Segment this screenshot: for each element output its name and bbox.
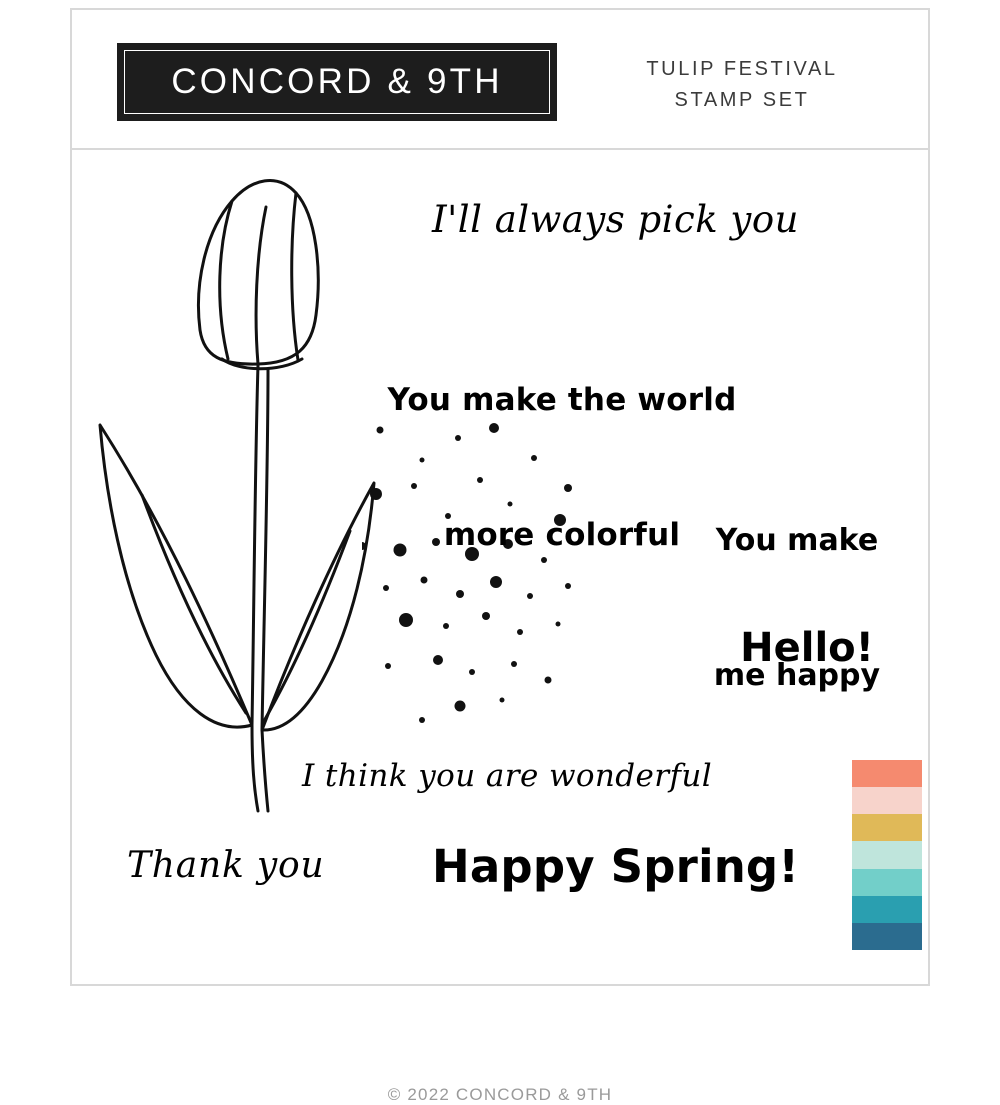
brand-logo-plate	[117, 43, 557, 121]
phrase-me-happy-line1: You make	[715, 523, 879, 558]
phrase-more-colorful-line2: more colorful	[443, 517, 681, 553]
phrase-hello: Hello!	[740, 625, 874, 671]
phrase-wonderful: I think you are wonderful	[302, 758, 713, 794]
swatch-mustard	[852, 814, 922, 841]
brand-name: CONCORD & 9TH	[171, 62, 503, 101]
stamp-set-title-line2: STAMP SET	[674, 89, 810, 111]
swatch-mint	[852, 841, 922, 868]
phrase-me-happy	[692, 428, 902, 788]
stamp-set-package	[70, 8, 930, 1104]
phrase-happy-spring: Happy Spring!	[432, 840, 800, 893]
phrase-pick-you: I'll always pick you	[432, 198, 799, 241]
color-swatch-strip	[852, 760, 922, 950]
swatch-aqua	[852, 869, 922, 896]
swatch-blush	[852, 787, 922, 814]
swatch-coral	[852, 760, 922, 787]
phrase-more-colorful-line1: You make the world	[387, 382, 737, 418]
stamp-artwork-area	[72, 150, 928, 1104]
stamp-set-title	[577, 54, 907, 116]
phrase-thank-you: Thank you	[127, 845, 325, 886]
copyright-notice: © 2022 CONCORD & 9TH	[387, 1085, 613, 1104]
swatch-deep-blue	[852, 923, 922, 950]
phrase-me-happy-line2: me happy	[713, 658, 881, 693]
swatch-teal	[852, 896, 922, 923]
package-header	[72, 10, 928, 150]
stamp-set-title-line1: TULIP FESTIVAL	[646, 58, 838, 80]
